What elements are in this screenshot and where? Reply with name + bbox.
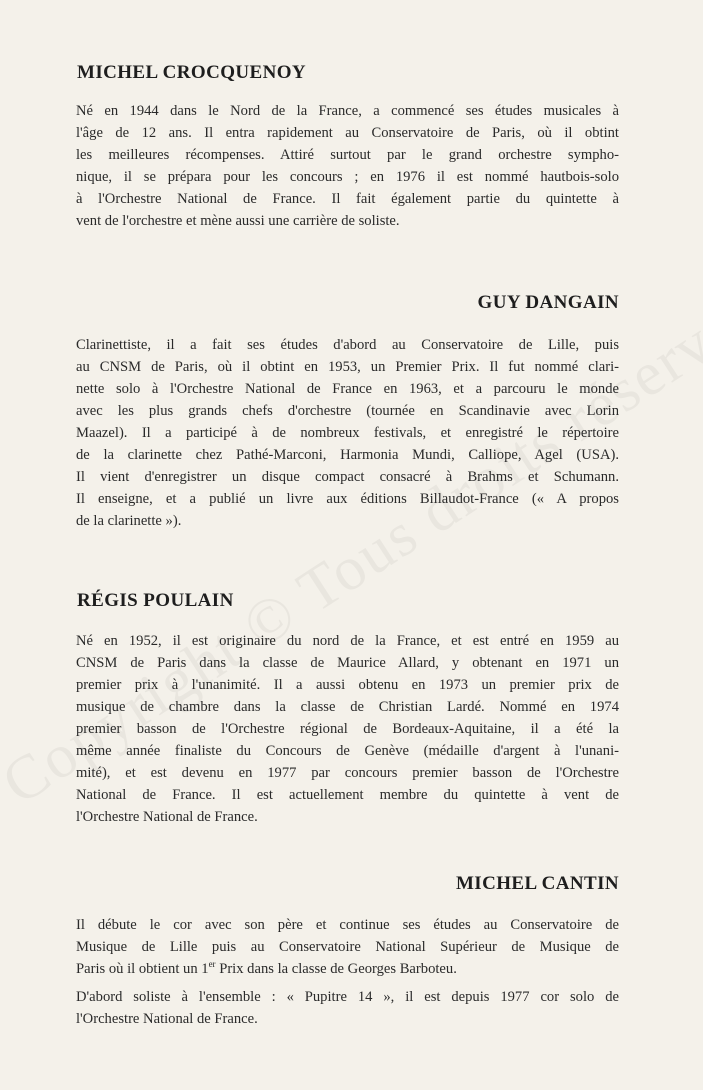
text-line: les meilleures récompenses. Attiré surtout par le grand orchestre sympho- [76, 147, 619, 163]
text-line: au CNSM de Paris, où il obtint en 1953, un Premier Prix. Il fut nommé clari- [76, 359, 619, 375]
text-line: Il vient d'enregistrer un disque compact consacré à Brahms et Schumann. [76, 469, 619, 485]
text-line-with-superscript: Paris où il obtient un 1er Prix dans la classe de Georges Barboteu. [76, 959, 457, 977]
text-line: Il débute le cor avec son père et continue ses études au Conservatoire de [76, 917, 619, 933]
text-line: nette solo à l'Orchestre National de France en 1963, et a parcouru le monde [76, 381, 619, 397]
text-line: CNSM de Paris dans la classe de Maurice Allard, y obtenant en 1971 un [76, 655, 619, 671]
text-line: musique de chambre dans la classe de Christian Lardé. Nommé en 1974 [76, 699, 619, 715]
text-line: Maazel). Il a participé à de nombreux festivals, et enregistré le répertoire [76, 425, 619, 441]
text-line: l'Orchestre National de France. [76, 809, 258, 825]
bio-text-cantin-2 [76, 986, 619, 1030]
text-line: Musique de Lille puis au Conservatoire National Supérieur de Musique de [76, 939, 619, 955]
bio-text-dangain [76, 334, 619, 532]
text-line: l'âge de 12 ans. Il entra rapidement au Conservatoire de Paris, où il obtint [76, 125, 619, 141]
ordinal-superscript: er [208, 959, 216, 970]
text-line: National de France. Il est actuellement membre du quintette à vent de [76, 787, 619, 803]
text-line: mité), et est devenu en 1977 par concours premier basson de l'Orchestre [76, 765, 619, 781]
text-line: premier prix à l'unanimité. Il a aussi obtenu en 1973 un premier prix de [76, 677, 619, 693]
text-line: Il enseigne, et a publié un livre aux éditions Billaudot-France (« A propos [76, 491, 619, 507]
bio-name-cantin: MICHEL CANTIN [455, 873, 619, 894]
text-line: vent de l'orchestre et mène aussi une carrière de soliste. [76, 213, 400, 229]
text-line: D'abord soliste à l'ensemble : « Pupitre 14 », il est depuis 1977 cor solo de [76, 989, 619, 1005]
text-line: Né en 1952, il est originaire du nord de la France, et est entré en 1959 au [76, 633, 619, 649]
bio-text-poulain [76, 630, 619, 828]
text-line: avec les plus grands chefs d'orchestre (tournée en Scandinavie avec Lorin [76, 403, 619, 419]
text-line: de la clarinette »). [76, 513, 182, 529]
bio-name-dangain: GUY DANGAIN [477, 292, 619, 313]
text-line: même année finaliste du Concours de Genève (médaille d'argent à l'unani- [76, 743, 619, 759]
bio-name-poulain: RÉGIS POULAIN [77, 590, 234, 611]
text-line: Clarinettiste, il a fait ses études d'abord au Conservatoire de Lille, puis [76, 337, 619, 353]
text-line: premier basson de l'Orchestre régional de Bordeaux-Aquitaine, il a été la [76, 721, 619, 737]
bio-text-crocquenoy [76, 100, 619, 232]
text-line: à l'Orchestre National de France. Il fait également partie du quintette à [76, 191, 619, 207]
text-line: nique, il se prépara pour les concours ; en 1976 il est nommé hautbois-solo [76, 169, 619, 185]
bio-name-crocquenoy: MICHEL CROCQUENOY [77, 62, 307, 83]
text-line: de la clarinette chez Pathé-Marconi, Harmonia Mundi, Calliope, Agel (USA). [76, 447, 619, 463]
bio-text-cantin [76, 914, 619, 980]
text-line: l'Orchestre National de France. [76, 1011, 258, 1027]
text-line: Né en 1944 dans le Nord de la France, a commencé ses études musicales à [76, 103, 619, 119]
